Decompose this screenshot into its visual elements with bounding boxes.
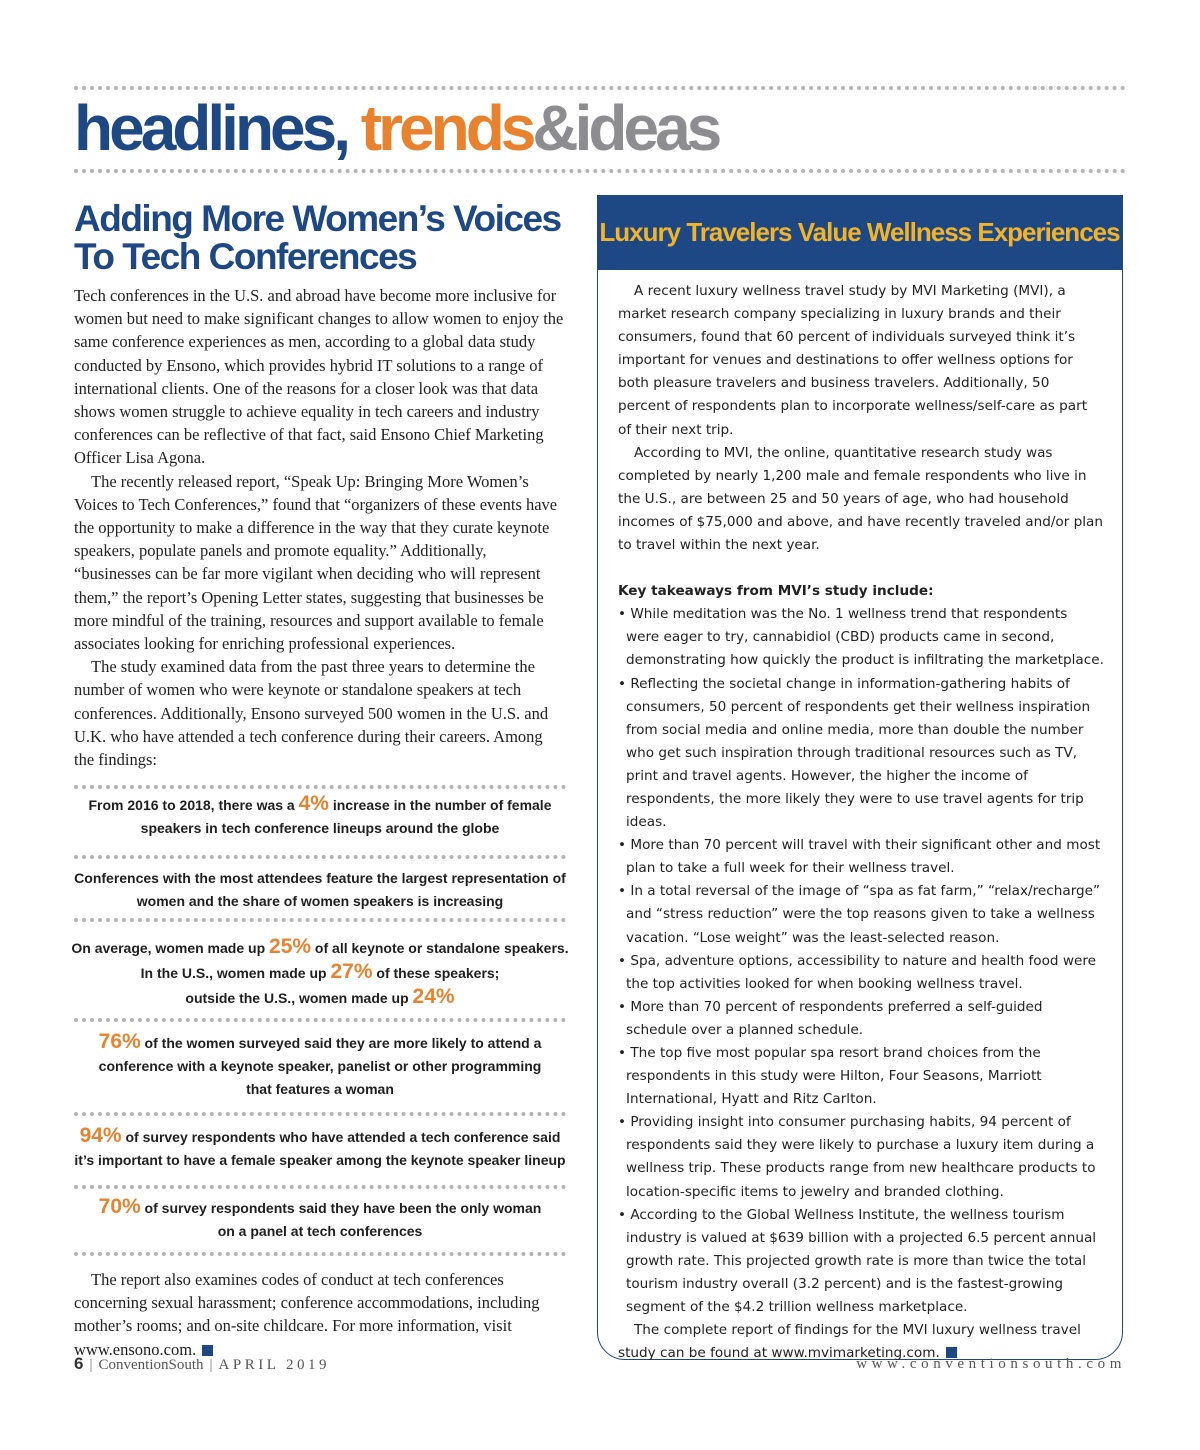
masthead-headlines: headlines, <box>74 92 347 164</box>
sidebar-paragraph-1: A recent luxury wellness travel study by MVI Marketing (MVI), a market research company specializing in luxury brands and their consumers, found that 60 percent of individuals surveyed think it’s important for venues and destinations to offer wellness options for both pleasure travelers and business travelers. Additionally, 50 percent of respondents plan to incorporate wellness/self-care as part of their next trip. <box>618 283 1088 438</box>
findings-rule-3 <box>74 918 566 922</box>
finding-6 <box>74 1195 566 1243</box>
sidebar-title: Luxury Travelers Value Wellness Experiences <box>599 216 1120 247</box>
sidebar-closing-text: The complete report of findings for the MVI luxury wellness travel study can be found at www.mvimarketing.com. <box>618 1322 1081 1362</box>
findings-rule-7 <box>74 1252 566 1256</box>
finding-6-line2: on a panel at tech conferences <box>217 1223 423 1239</box>
section-masthead <box>74 92 719 164</box>
article-title-line1: Adding More Women’s Voices <box>74 198 561 239</box>
finding-2 <box>74 867 566 913</box>
masthead-ampersand: & <box>532 92 575 164</box>
findings-rule-5 <box>74 1112 566 1116</box>
list-item: • The top five most popular spa resort brand choices from the respondents in this study were Hilton, Four Seasons, Marriott International, Hyatt and Ritz Carlton. <box>618 1045 1042 1108</box>
article-paragraph-2: The recently released report, “Speak Up: Bringing More Women’s Voices to Tech Conferences,” found that “organizers of these events have the opportunity to make a difference in the way that they curate keynote speakers, populate panels and promote equality.” Additionally, “businesses can be far more vigilant when deciding who will represent them,” the report’s Opening Letter states, suggesting that businesses be more mindful of the training, resources and support available to female associates looking for enriching professional experiences. <box>74 471 558 654</box>
finding-5-post: of survey respondents who have attended a tech conference said <box>121 1129 561 1145</box>
list-item: • According to the Global Wellness Institute, the wellness tourism industry is valued at $639 billion with a projected 6.5 percent annual growth rate. This projected growth rate is more than twice the total tourism industry overall (3.2 percent) and is the fastest-growing segment of the $4.2 trillion wellness marketplace. <box>618 1206 1097 1316</box>
finding-5-line2: it’s important to have a female speaker among the keynote speaker lineup <box>74 1152 566 1168</box>
takeaways-heading: Key takeaways from MVI’s study include: <box>618 583 934 600</box>
footer-separator: | <box>209 1357 213 1373</box>
sidebar-header <box>597 195 1123 270</box>
sidebar-body <box>618 280 1104 1365</box>
finding-3c-stat: 24% <box>412 985 455 1008</box>
finding-1-pre: From 2016 to 2018, there was a <box>88 797 299 813</box>
masthead-trends: trends <box>360 92 533 164</box>
finding-1-stat: 4% <box>298 792 329 815</box>
finding-3-stat: 25% <box>269 935 312 958</box>
takeaways-list <box>618 603 1104 1319</box>
masthead-dotted-rule <box>74 169 1126 173</box>
finding-4-stat: 76% <box>98 1030 141 1053</box>
issue-date: APRIL 2019 <box>218 1357 331 1373</box>
footer-url[interactable]: www.conventionsouth.com <box>856 1356 1126 1372</box>
finding-2-line1: Conferences with the most attendees feature the largest representation of <box>74 870 566 886</box>
finding-4-line3: that features a woman <box>246 1081 394 1097</box>
article-body <box>74 284 564 771</box>
finding-4-line2: conference with a keynote speaker, panelist or other programming <box>98 1058 542 1074</box>
top-dotted-rule <box>74 86 1126 90</box>
findings-rule-2 <box>74 855 566 859</box>
finding-1-post: increase in the number of female <box>328 797 552 813</box>
sidebar-paragraph-2: According to MVI, the online, quantitative research study was completed by nearly 1,200 male and female respondents who live in the U.S., are between 25 and 50 years of age, who had household incomes of $75,000 and above, and have recently traveled and/or plan to travel within the next year. <box>618 444 1104 554</box>
magazine-name: ConventionSouth <box>98 1357 204 1373</box>
finding-6-stat: 70% <box>98 1195 141 1218</box>
article-paragraph-3: The study examined data from the past three years to determine the number of women who were keynote or standalone speakers at tech conferences. Additionally, Ensono surveyed 500 women in the U.S. and U.K. who have attended a tech conference during their careers. Among the findings: <box>74 657 549 770</box>
list-item: • More than 70 percent of respondents preferred a self-guided schedule over a planned schedule. <box>618 998 1043 1038</box>
finding-4-post: of the women surveyed said they are more likely to attend a <box>140 1035 542 1051</box>
list-item: • Reflecting the societal change in information-gathering habits of consumers, 50 percent of respondents get their wellness inspiration from social media and online media, more than double the number who get such inspiration through traditional resources such as TV, print and travel agents. However, the higher the income of respondents, the more likely they were to use travel agents for trip ideas. <box>618 675 1091 831</box>
finding-3b-post: of these speakers; <box>372 965 500 981</box>
list-item: • Providing insight into consumer purchasing habits, 94 percent of respondents said they were likely to purchase a luxury item during a wellness trip. These products range from new healthcare products to location-specific items to jewelry and branded clothing. <box>618 1114 1096 1200</box>
finding-1-line2: speakers in tech conference lineups around the globe <box>140 820 500 836</box>
list-item: • While meditation was the No. 1 wellness trend that respondents were eager to try, cannabidiol (CBD) products came in second, demonstrating how quickly the product is infiltrating the marketplace. <box>618 606 1104 669</box>
finding-3 <box>70 935 570 1010</box>
finding-3-post: of all keynote or standalone speakers. <box>311 940 569 956</box>
article-outro-text: The report also examines codes of conduct at tech conferences concerning sexual harassment; conference accommodations, including mother’s rooms; and on-site childcare. For more information, visit www.ensono.com. <box>74 1270 540 1359</box>
finding-1 <box>74 792 566 840</box>
findings-rule-4 <box>74 1018 566 1022</box>
footer-separator: | <box>89 1357 93 1373</box>
article-paragraph-1: Tech conferences in the U.S. and abroad have become more inclusive for women but need to make significant changes to allow women to enjoy the same conference experiences as men, according to a global data study conducted by Ensono, which provides hybrid IT solutions to a range of international clients. One of the reasons for a closer look was that data shows women struggle to achieve equality in tech careers and industry conferences can be reflective of that fact, said Ensono Chief Marketing Officer Lisa Agona. <box>74 286 564 468</box>
finding-5 <box>74 1124 566 1172</box>
finding-5-stat: 94% <box>79 1124 122 1147</box>
masthead-ideas: ideas <box>574 92 719 164</box>
wellness-sidebar <box>597 195 1123 1360</box>
footer-folio <box>74 1354 330 1374</box>
article-title-line2: To Tech Conferences <box>74 236 417 277</box>
finding-3b-stat: 27% <box>330 960 373 983</box>
finding-3b-pre: In the U.S., women made up <box>140 965 331 981</box>
list-item: • In a total reversal of the image of “spa as fat farm,” “relax/recharge” and “stress reduction” were the top reasons given to take a wellness vacation. “Lose weight” was the least-selected reason. <box>618 883 1101 946</box>
article-title <box>74 200 574 276</box>
findings-rule-6 <box>74 1185 566 1189</box>
finding-4 <box>74 1030 566 1101</box>
finding-3-pre: On average, women made up <box>71 940 270 956</box>
finding-6-post: of survey respondents said they have been the only woman <box>140 1200 542 1216</box>
findings-rule-1 <box>74 785 566 789</box>
page-number: 6 <box>74 1354 84 1373</box>
list-item: • Spa, adventure options, accessibility to nature and health food were the top activities looked for when booking wellness travel. <box>618 952 1097 992</box>
finding-2-line2: women and the share of women speakers is increasing <box>136 893 504 909</box>
article-outro <box>74 1268 564 1361</box>
list-item: • More than 70 percent will travel with their significant other and most plan to take a full week for their wellness travel. <box>618 837 1101 877</box>
finding-3c-pre: outside the U.S., women made up <box>185 990 413 1006</box>
sidebar-spacer <box>618 557 1104 580</box>
